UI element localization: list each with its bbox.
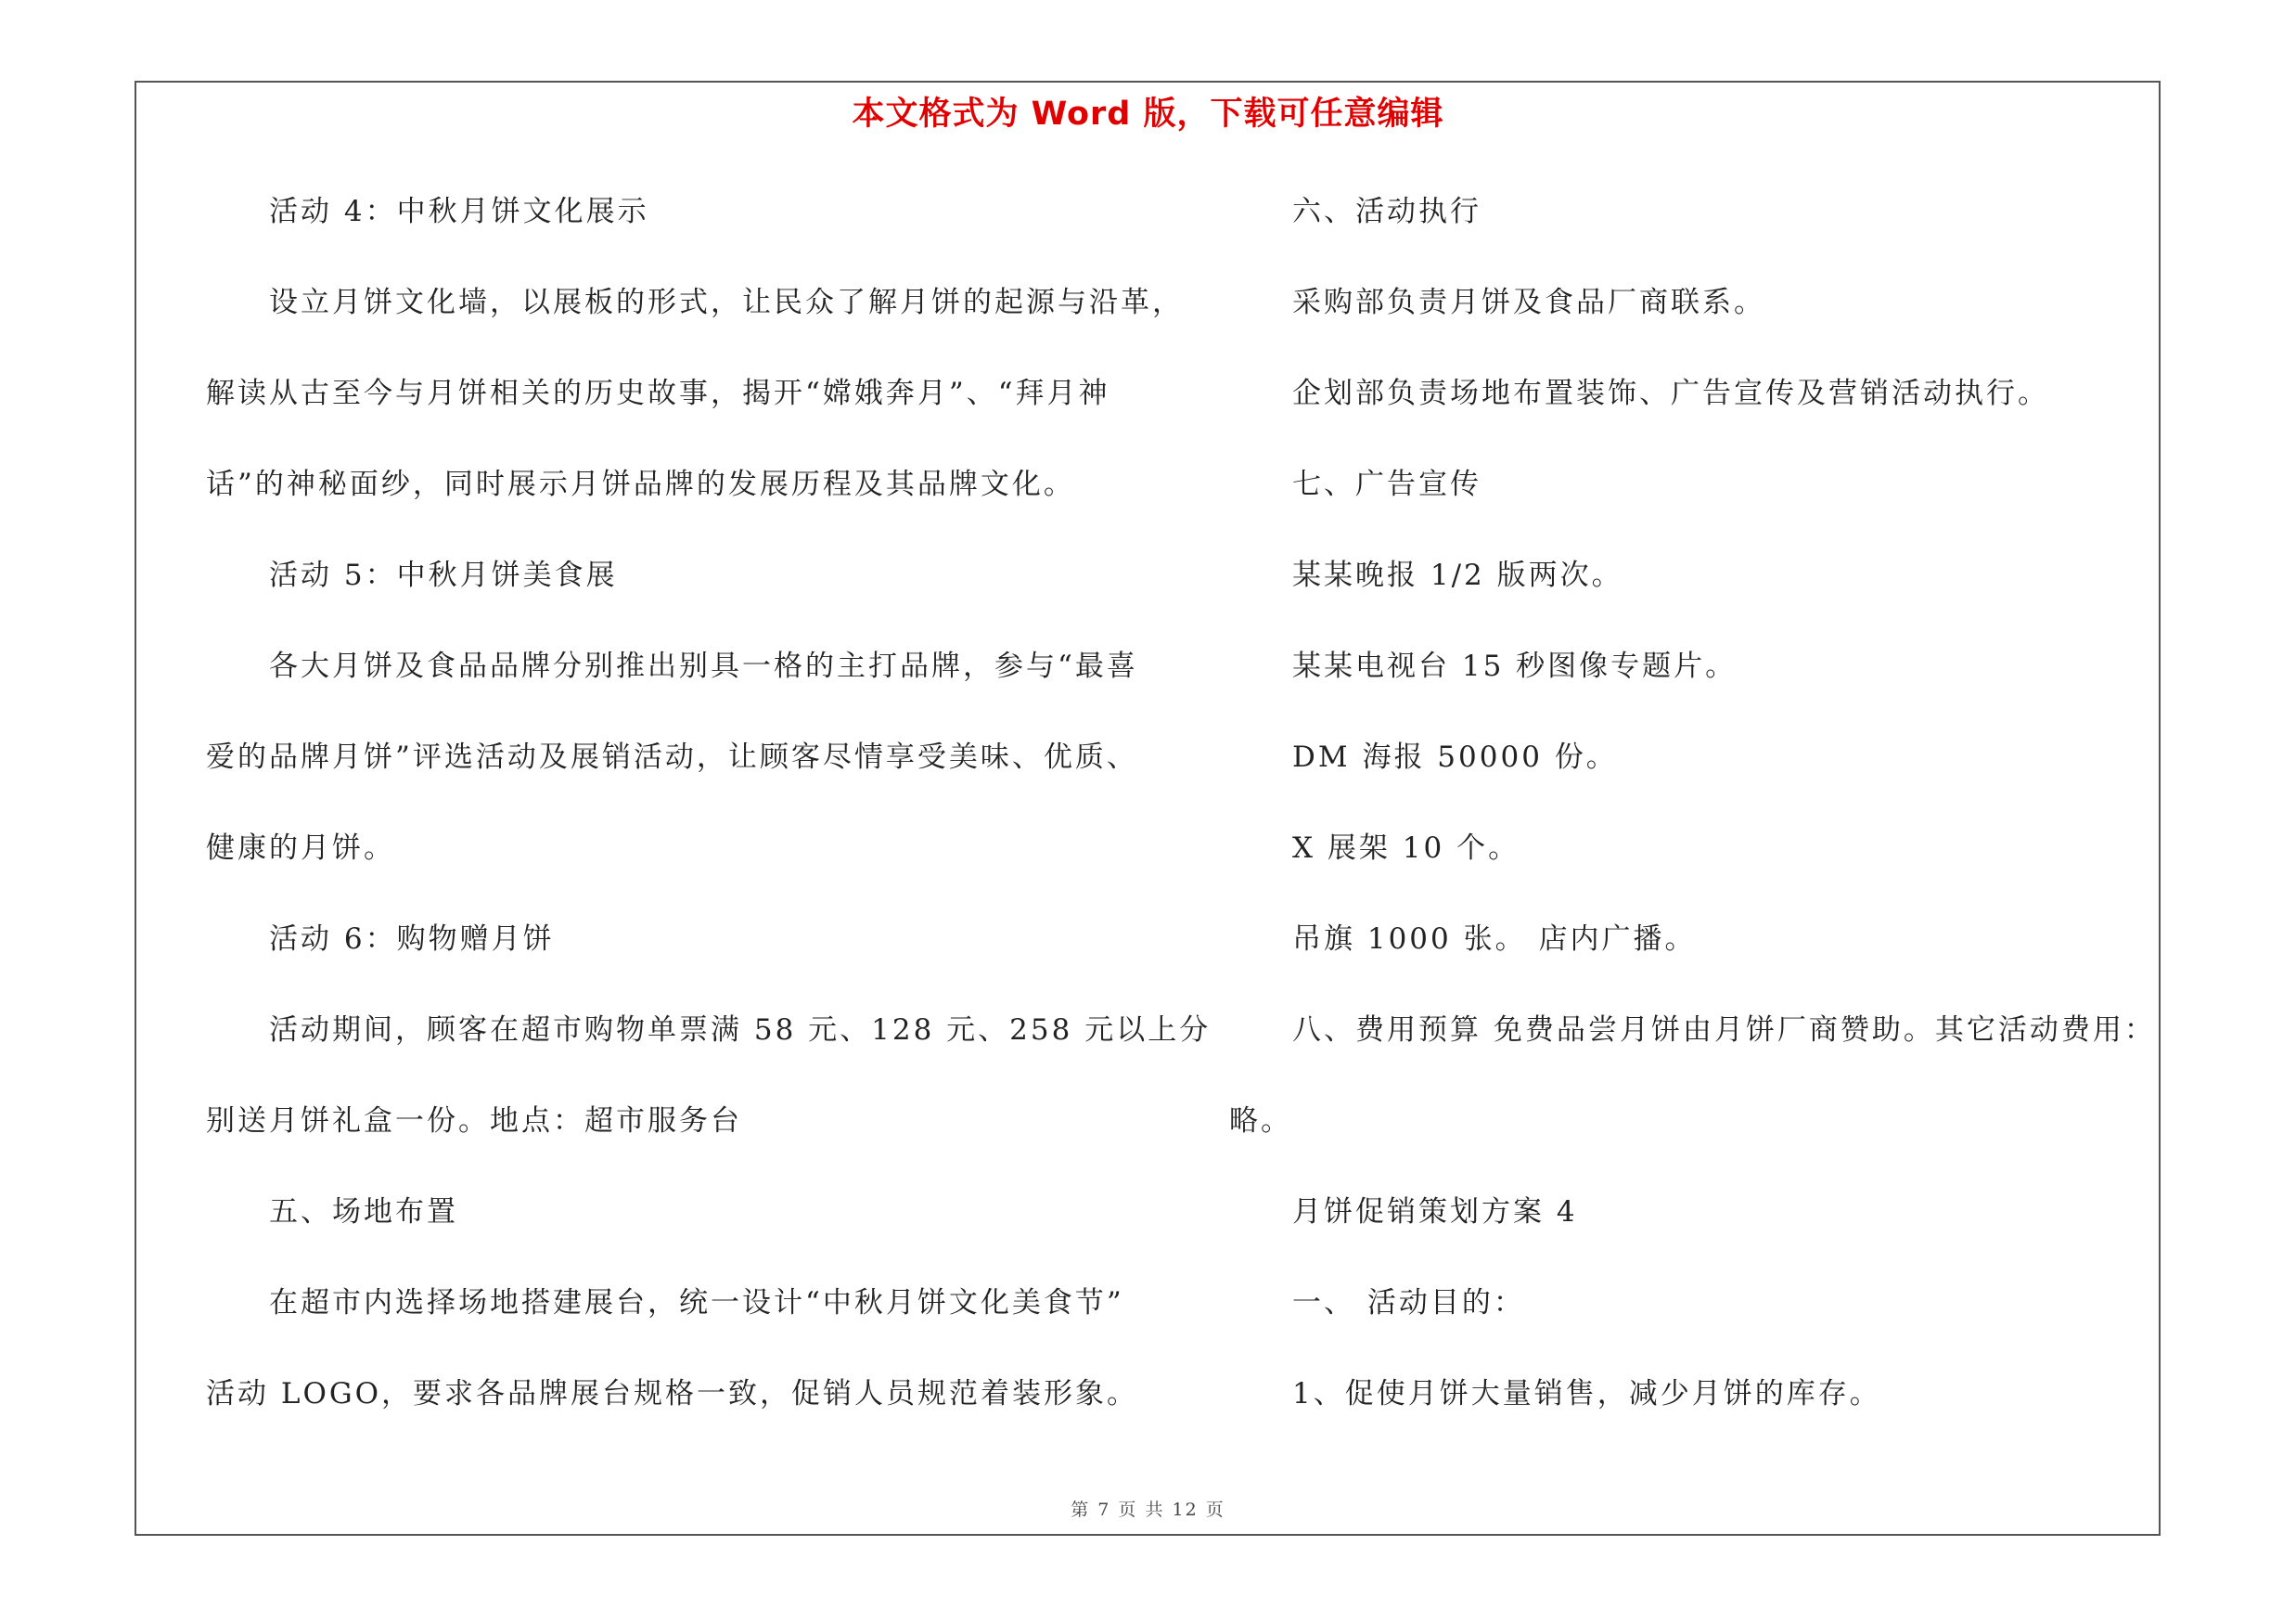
text-line: 解读从古至今与月饼相关的历史故事，揭开“嫦娥奔月”、“拜月神	[206, 377, 1110, 410]
text-line: 一、 活动目的：	[1292, 1286, 1525, 1320]
text-line: 话”的神秘面纱，同时展示月饼品牌的发展历程及其品牌文化。	[206, 468, 1075, 501]
text-line: 1、促使月饼大量销售，减少月饼的库存。	[1292, 1377, 1881, 1410]
text-line: 各大月饼及食品品牌分别推出别具一格的主打品牌，参与“最喜	[269, 650, 1138, 683]
text-line: 某某电视台 15 秒图像专题片。	[1292, 650, 1738, 683]
text-line: 吊旗 1000 张。 店内广播。	[1292, 922, 1697, 956]
left-column	[206, 184, 1212, 1457]
text-line: 活动期间，顾客在超市购物单票满 58 元、128 元、258 元以上分	[269, 1013, 1212, 1047]
text-line: 五、场地布置	[269, 1195, 458, 1229]
right-column	[1229, 184, 2156, 1457]
text-line: 某某晚报 1/2 版两次。	[1292, 559, 1623, 592]
text-line: 活动 6：购物赠月饼	[269, 922, 555, 956]
text-line: 企划部负责场地布置装饰、广告宣传及营销活动执行。	[1292, 377, 2049, 410]
text-line: 月饼促销策划方案 4	[1292, 1195, 1578, 1229]
text-line: 在超市内选择场地搭建展台，统一设计“中秋月饼文化美食节”	[269, 1286, 1124, 1320]
text-line: 爱的品牌月饼”评选活动及展销活动，让顾客尽情享受美味、优质、	[206, 741, 1138, 774]
text-line: 采购部负责月饼及食品厂商联系。	[1292, 286, 1765, 319]
text-line: 活动 4：中秋月饼文化展示	[269, 195, 649, 228]
text-line: 活动 LOGO，要求各品牌展台规格一致，促销人员规范着装形象。	[206, 1377, 1139, 1410]
text-line: 别送月饼礼盒一份。地点：超市服务台	[206, 1104, 742, 1138]
text-line: 七、广告宣传	[1292, 468, 1481, 501]
text-line: X 展架 10 个。	[1292, 831, 1520, 865]
text-line: 六、活动执行	[1292, 195, 1481, 228]
text-line: 健康的月饼。	[206, 831, 395, 865]
text-line: DM 海报 50000 份。	[1292, 741, 1618, 774]
text-line: 八、费用预算 免费品尝月饼由月饼厂商赞助。其它活动费用：	[1292, 1013, 2156, 1047]
text-line: 设立月饼文化墙，以展板的形式，让民众了解月饼的起源与沿革，	[269, 286, 1184, 319]
text-line: 活动 5：中秋月饼美食展	[269, 559, 618, 592]
page-footer: 第 7 页 共 12 页	[1071, 1500, 1225, 1520]
format-banner: 本文格式为 Word 版，下载可任意编辑	[852, 96, 1444, 133]
text-line: 略。	[1229, 1104, 1292, 1138]
